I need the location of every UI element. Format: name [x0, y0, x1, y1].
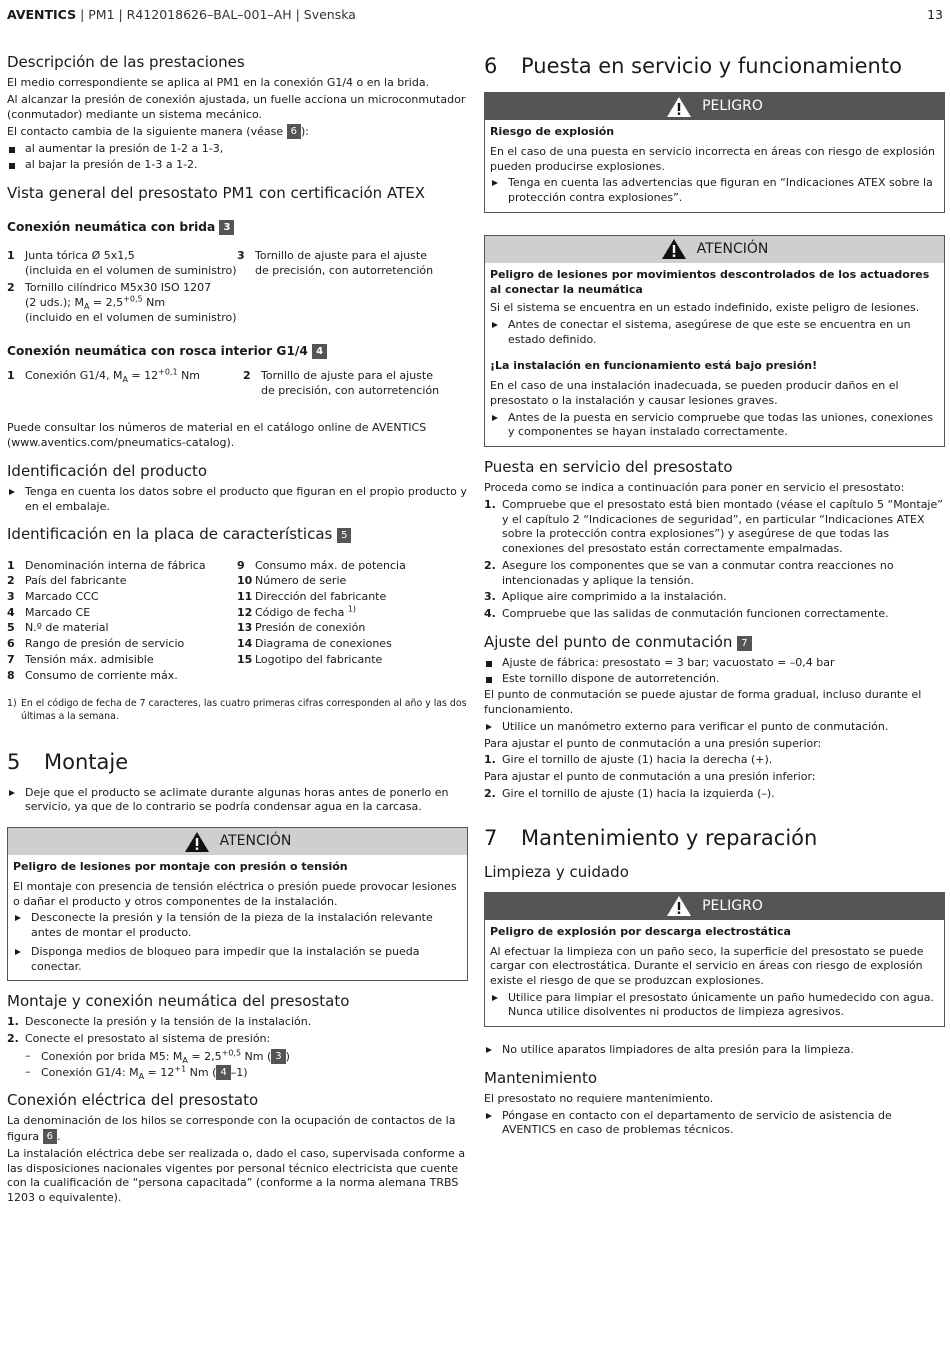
warning-box-peligro — [484, 92, 945, 213]
legend-key: 8 — [7, 668, 15, 682]
warning-text: El montaje con presencia de tensión eléctrica o presión puede provocar lesiones o dañar el producto y otros componentes de la instalación. — [13, 879, 457, 908]
warning-title-line: Peligro de lesiones por movimientos descontrolados de los actuadores — [490, 267, 930, 281]
heading-mantenimiento: Mantenimiento — [484, 1068, 597, 1087]
subscript: A — [83, 302, 90, 312]
legend-key: 2 — [7, 281, 15, 295]
warning-title: Peligro de lesiones por montaje con presión o tensión — [13, 860, 348, 874]
step-number: 4. — [484, 607, 496, 621]
plate-legend — [7, 559, 468, 685]
footnote-key: 1) — [7, 698, 17, 710]
legend-value: Presión de conexión — [255, 621, 366, 635]
legend-text: Nm — [142, 296, 166, 310]
legend-key: 1 — [7, 248, 15, 262]
legend-key: 15 — [237, 652, 253, 666]
figure-ref-6: 6 — [287, 124, 301, 139]
list-item — [25, 1049, 468, 1065]
ajuste-arrow-list — [484, 720, 945, 735]
ajuste-paragraph-1: El punto de conmutación se puede ajustar de forma gradual, incluso durante el funcionamiento. — [484, 688, 922, 717]
warning-label: PELIGRO — [702, 897, 763, 914]
legend-value — [255, 606, 468, 621]
list-item: Desconecte la presión y la tensión de la pieza de la instalación relevante antes de montar el producto. — [13, 911, 462, 940]
legend-key: 10 — [237, 574, 253, 588]
legend-value: Consumo de corriente máx. — [25, 668, 178, 682]
page-header — [7, 7, 943, 25]
superscript: +0,5 — [123, 294, 143, 304]
legend-text: Junta tórica Ø 5x1,5 — [25, 248, 135, 262]
list-item — [484, 498, 945, 557]
list-item: Este tornillo dispone de autorretención. — [484, 672, 945, 687]
section-title: Montaje — [44, 749, 129, 774]
elec-paragraph-1 — [7, 1114, 468, 1144]
dash-text: Conexión por brida M5: M — [41, 1049, 183, 1063]
right-column — [484, 52, 945, 1140]
figure-ref-6: 6 — [43, 1129, 57, 1144]
warning-triangle-icon — [661, 238, 687, 260]
legend-text: Tornillo de ajuste para el ajuste — [255, 248, 427, 262]
dash-text: = 2,5 — [187, 1049, 222, 1063]
legend-value: Logotipo del fabricante — [255, 652, 383, 666]
legend-value — [261, 369, 468, 398]
legend-text: Tornillo cilíndrico M5x30 ISO 1207 — [25, 281, 212, 295]
list-item: Póngase en contacto con el departamento de servicio de asistencia de AVENTICS en caso de problemas técnicos. — [484, 1109, 945, 1138]
legend-key: 2 — [7, 574, 15, 588]
legend-text: Código de fecha — [255, 605, 345, 619]
legend-value — [255, 249, 468, 278]
legend-value: N.º de material — [25, 621, 109, 635]
warning-header — [485, 236, 944, 263]
plate-legend-right — [237, 559, 468, 685]
heading-identificacion: Identificación del producto — [7, 461, 208, 480]
list-item: Disponga medios de bloqueo para impedir que la instalación se pueda conectar. — [13, 945, 462, 974]
step-number: 2. — [484, 558, 496, 572]
warning-title — [490, 268, 939, 297]
list-item — [7, 1032, 468, 1047]
warning-title: Riesgo de explosión — [490, 125, 615, 139]
elec-text: La denominación de los hilos se corresponde con la ocupación de contactos de la figura — [7, 1114, 456, 1144]
list-item: No utilice aparatos limpiadores de alta presión para la limpieza. — [484, 1043, 945, 1058]
heading-brida-text: Conexión neumática con brida — [7, 219, 216, 234]
legend-text: (2 uds.); M — [25, 296, 84, 310]
dash-text: Nm ( — [241, 1049, 272, 1063]
legend-key: 3 — [237, 248, 245, 262]
warning-body — [485, 920, 944, 1026]
list-item — [237, 574, 468, 589]
legend-value: País del fabricante — [25, 574, 127, 588]
heading-conexion-electrica: Conexión eléctrica del presostato — [7, 1091, 259, 1110]
legend-value: Diagrama de conexiones — [255, 637, 392, 651]
legend-value: Consumo máx. de potencia — [255, 558, 406, 572]
heading-rosca — [7, 343, 468, 359]
warning-header — [485, 93, 944, 120]
list-item — [7, 1015, 468, 1030]
step-text: Gire el tornillo de ajuste (1) hacia la izquierda (–). — [502, 786, 775, 800]
subscript: A — [122, 375, 128, 385]
list-item — [7, 669, 237, 684]
list-item: al aumentar la presión de 1-2 a 1-3, — [7, 142, 468, 157]
legend-text: (incluido en el volumen de suministro) — [25, 310, 237, 324]
rosca-legend — [7, 369, 468, 399]
legend-key: 12 — [237, 605, 253, 619]
legend-value: Número de serie — [255, 574, 347, 588]
legend-value: Denominación interna de fábrica — [25, 558, 206, 572]
legend-text: = 2,5 — [89, 296, 124, 310]
warning-text: En el caso de una puesta en servicio incorrecta en áreas con riesgo de explosión pueden producirse explosiones. — [490, 144, 935, 173]
legend-text: Tornillo de ajuste para el ajuste — [261, 368, 433, 382]
catalog-paragraph: Puede consultar los números de material en el catálogo online de AVENTICS (www.aventics.com/pneumatics-catalog). — [7, 421, 427, 450]
mant-list — [484, 1109, 945, 1138]
legend-key: 13 — [237, 621, 253, 635]
warning-header — [485, 893, 944, 920]
montaje-sublist — [7, 1049, 468, 1080]
warning-text: En el caso de una instalación inadecuada, se pueden producir daños en el presostato o la instalación y causar lesiones graves. — [490, 379, 899, 407]
heading-rosca-text: Conexión neumática con rosca interior G1/4 — [7, 343, 308, 358]
heading-placa — [7, 524, 468, 544]
superscript: +0,1 — [158, 367, 178, 377]
dash-text: –1) — [230, 1065, 248, 1079]
montaje-list — [7, 786, 468, 815]
ajuste-step-2 — [484, 787, 945, 802]
list-item — [7, 606, 237, 621]
heading-mantenimiento-reparacion — [484, 824, 945, 852]
footnote-text: En el código de fecha de 7 caracteres, las cuatro primeras cifras corresponden al año y las dos últimas a la semana. — [21, 698, 467, 723]
heading-limpieza: Limpieza y cuidado — [484, 862, 629, 881]
list-item: Tenga en cuenta los datos sobre el producto que figuran en el propio producto y en el embalaje. — [7, 485, 468, 514]
header-brand: AVENTICS — [7, 7, 77, 22]
heading-montaje — [7, 748, 468, 776]
step-text: Desconecte la presión y la tensión de la instalación. — [25, 1015, 312, 1029]
list-item — [484, 607, 945, 622]
brida-legend — [7, 249, 468, 327]
warning-title: ¡La instalación en funcionamiento está bajo presión! — [490, 359, 818, 373]
desc-text: El contacto cambia de la siguiente manera (véase — [7, 125, 287, 139]
legend-value: Marcado CCC — [25, 590, 99, 604]
page-number: 13 — [927, 7, 943, 22]
step-text: Conecte el presostato al sistema de presión: — [25, 1032, 271, 1046]
step-number: 3. — [484, 590, 496, 604]
dash-text: ) — [285, 1049, 290, 1063]
list-item: Deje que el producto se aclimate durante algunas horas antes de ponerlo en servicio, ya que de lo contrario se podría condensar agua en la carcasa. — [7, 786, 468, 815]
heading-vista-general: Vista general del presostato PM1 con certificación ATEX — [7, 183, 425, 202]
desc-paragraph-1: El medio correspondiente se aplica al PM1 en la conexión G1/4 o en la brida. — [7, 76, 430, 90]
warning-triangle-icon — [184, 831, 210, 853]
figure-ref-7: 7 — [737, 636, 751, 651]
dash-text: Nm ( — [186, 1065, 217, 1079]
list-item — [7, 574, 237, 589]
subscript: A — [182, 1056, 188, 1066]
section-number: 5 — [7, 749, 21, 774]
figure-ref-3: 3 — [271, 1049, 285, 1064]
list-item — [237, 249, 468, 278]
step-number: 2. — [484, 786, 496, 800]
list-item: Tenga en cuenta las advertencias que figuran en “Indicaciones ATEX sobre la protección contra explosiones”. — [490, 176, 939, 205]
list-item — [243, 369, 468, 398]
list-item — [237, 559, 468, 574]
legend-value — [25, 281, 237, 325]
limpieza-list — [484, 1043, 945, 1058]
figure-ref-4: 4 — [312, 344, 327, 359]
legend-key: 1 — [7, 368, 15, 382]
legend-text: = 12 — [127, 368, 159, 382]
warning-text: Si el sistema se encuentra en un estado indefinido, existe peligro de lesiones. — [490, 301, 920, 315]
step-number: 1. — [7, 1015, 19, 1029]
warning-list — [13, 911, 462, 974]
warning-list — [490, 318, 939, 347]
heading-placa-text: Identificación en la placa de características — [7, 525, 333, 544]
desc-list — [7, 142, 468, 172]
left-column — [7, 52, 468, 1208]
section-title: Mantenimiento y reparación — [521, 825, 818, 850]
footnote-mark: 1) — [347, 604, 357, 614]
figure-ref-3: 3 — [219, 220, 234, 235]
desc-paragraph-3 — [7, 124, 468, 140]
section-number: 6 — [484, 54, 498, 78]
legend-key: 4 — [7, 605, 15, 619]
legend-value: Marcado CE — [25, 605, 91, 619]
legend-key: 7 — [7, 652, 15, 666]
section-number: 7 — [484, 825, 498, 850]
heading-ajuste — [484, 632, 945, 652]
warning-text: Al efectuar la limpieza con un paño seco, la superficie del presostato se puede cargar con electrostática. Durante el servicio en áreas con riesgo de explosión existe el riesgo de que se produzcan explosiones. — [490, 944, 924, 987]
heading-brida — [7, 219, 468, 235]
elec-text-end: . — [57, 1130, 61, 1144]
subscript: A — [138, 1071, 145, 1081]
list-item — [7, 590, 237, 605]
list-item — [7, 369, 243, 384]
list-item — [484, 590, 945, 605]
warning-title: Peligro de explosión por descarga electrostática — [490, 924, 791, 938]
list-item: Utilice para limpiar el presostato únicamente un paño humedecido con agua. Nunca utilice disolventes ni productos de limpieza agresivos. — [490, 991, 939, 1020]
warning-body — [8, 855, 467, 980]
step-number: 1. — [484, 753, 496, 767]
rosca-legend-left — [7, 369, 243, 399]
header-doc-id: | PM1 | R412018626–BAL–001–AH | Svenska — [76, 7, 356, 22]
puesta-intro: Proceda como se indica a continuación para poner en servicio el presostato: — [484, 481, 905, 495]
ident-list — [7, 485, 468, 514]
puesta-steps — [484, 498, 945, 622]
figure-ref-4: 4 — [216, 1065, 230, 1080]
legend-value: Dirección del fabricante — [255, 590, 387, 604]
desc-paragraph-2: Al alcanzar la presión de conexión ajustada, un fuelle acciona un microconmutador (conmutador) mediante un sistema mecánico. — [7, 92, 466, 121]
ajuste-paragraph-2: Para ajustar el punto de conmutación a una presión superior: — [484, 736, 822, 750]
list-item: al bajar la presión de 1-3 a 1-2. — [7, 158, 468, 173]
legend-key: 5 — [7, 621, 15, 635]
legend-text: Conexión G1/4, M — [25, 368, 123, 382]
list-item — [237, 606, 468, 621]
warning-list — [490, 411, 939, 440]
list-item — [237, 653, 468, 668]
ajuste-paragraph-3: Para ajustar el punto de conmutación a una presión inferior: — [484, 770, 816, 784]
ajuste-list — [484, 656, 945, 686]
list-item — [7, 249, 237, 278]
warning-triangle-icon — [666, 96, 692, 118]
legend-key: 11 — [237, 590, 253, 604]
heading-descripcion: Descripción de las prestaciones — [7, 53, 245, 71]
montaje-steps — [7, 1015, 468, 1046]
warning-label: ATENCIÓN — [696, 240, 769, 257]
list-item — [237, 590, 468, 605]
mant-paragraph: El presostato no requiere mantenimiento. — [484, 1092, 714, 1105]
step-text: Compruebe que las salidas de conmutación funcionen correctamente. — [502, 607, 889, 621]
legend-value — [25, 249, 237, 278]
ajuste-step-1 — [484, 753, 945, 768]
list-item — [7, 637, 237, 652]
legend-key: 14 — [237, 637, 253, 651]
section-title: Puesta en servicio y funcionamiento — [521, 54, 902, 78]
list-item — [237, 637, 468, 652]
heading-puesta-servicio — [484, 52, 945, 80]
legend-value: Tensión máx. admisible — [25, 652, 154, 666]
superscript: +1 — [174, 1063, 187, 1073]
warning-label: ATENCIÓN — [219, 833, 292, 850]
list-item — [7, 559, 237, 574]
footnote — [7, 698, 468, 723]
warning-label: PELIGRO — [702, 98, 763, 115]
warning-triangle-icon — [666, 895, 692, 917]
legend-value — [25, 369, 243, 384]
warning-title-line: al conectar la neumática — [490, 282, 643, 296]
header-doc-info — [7, 7, 356, 25]
list-item — [484, 559, 945, 588]
dash-text: Conexión G1/4: M — [41, 1065, 139, 1079]
legend-text: de precisión, con autorretención — [261, 383, 440, 397]
list-item: Ajuste de fábrica: presostato = 3 bar; vacuostato = –0,4 bar — [484, 656, 945, 671]
warning-list — [490, 991, 939, 1020]
list-item: Antes de la puesta en servicio compruebe que todas las uniones, conexiones y componentes se hayan instalado correctamente. — [490, 411, 939, 440]
legend-value: Rango de presión de servicio — [25, 637, 185, 651]
legend-key: 1 — [7, 558, 15, 572]
heading-montaje-conexion: Montaje y conexión neumática del presostato — [7, 992, 350, 1011]
list-item — [7, 653, 237, 668]
step-text: Gire el tornillo de ajuste (1) hacia la derecha (+). — [502, 753, 773, 767]
list-item — [484, 753, 945, 768]
list-item — [237, 621, 468, 636]
warning-body — [485, 263, 944, 446]
legend-key: 3 — [7, 590, 15, 604]
brida-legend-left — [7, 249, 237, 327]
list-item — [7, 281, 237, 325]
step-text: Compruebe que el presostato está bien montado (véase el capítulo 5 “Montaje” y el capítulo 2 “Indicaciones de seguridad”, en particular “Indicaciones ATEX sobre la protección contra explosiones”) y asegúrese de que todas las conexiones del presostato están correctamente empalmadas. — [502, 497, 943, 556]
heading-ajuste-text: Ajuste del punto de conmutación — [484, 632, 733, 651]
plate-legend-left — [7, 559, 237, 685]
step-number: 1. — [484, 497, 496, 511]
legend-text: de precisión, con autorretención — [255, 263, 434, 277]
heading-puesta-presostato: Puesta en servicio del presostato — [484, 458, 733, 477]
warning-box-atencion — [484, 235, 945, 447]
step-number: 2. — [7, 1032, 19, 1046]
warning-list — [490, 176, 939, 205]
rosca-legend-right — [243, 369, 468, 399]
legend-key: 2 — [243, 368, 251, 382]
figure-ref-5: 5 — [337, 528, 351, 543]
brida-legend-right — [237, 249, 468, 327]
elec-paragraph-2: La instalación eléctrica debe ser realizada o, dado el caso, supervisada conforme a las disposiciones nacionales vigentes por personal técnico electricista que cuente con la cualificación de “persona capacitada” (conforme a la norma alemana TRBS 1203 o equivalente). — [7, 1146, 466, 1205]
warning-body — [485, 120, 944, 212]
legend-key: 6 — [7, 637, 15, 651]
list-item — [25, 1065, 468, 1081]
warning-box-atencion — [7, 827, 468, 981]
list-item: Utilice un manómetro externo para verificar el punto de conmutación. — [484, 720, 945, 735]
warning-box-peligro — [484, 892, 945, 1027]
list-item — [484, 787, 945, 802]
superscript: +0,5 — [221, 1048, 242, 1058]
dash-text: = 12 — [144, 1065, 175, 1079]
desc-text-end: ): — [300, 125, 309, 139]
legend-text: Nm — [177, 368, 201, 382]
step-text: Asegure los componentes que se van a conmutar contra reacciones no intencionadas y aplique la tensión. — [502, 558, 894, 587]
step-text: Aplique aire comprimido a la instalación. — [502, 590, 727, 604]
list-item: Antes de conectar el sistema, asegúrese de que este se encuentra en un estado definido. — [490, 318, 939, 347]
legend-key: 9 — [237, 558, 245, 572]
warning-header — [8, 828, 467, 855]
list-item — [7, 621, 237, 636]
legend-text: (incluida en el volumen de suministro) — [25, 263, 237, 277]
